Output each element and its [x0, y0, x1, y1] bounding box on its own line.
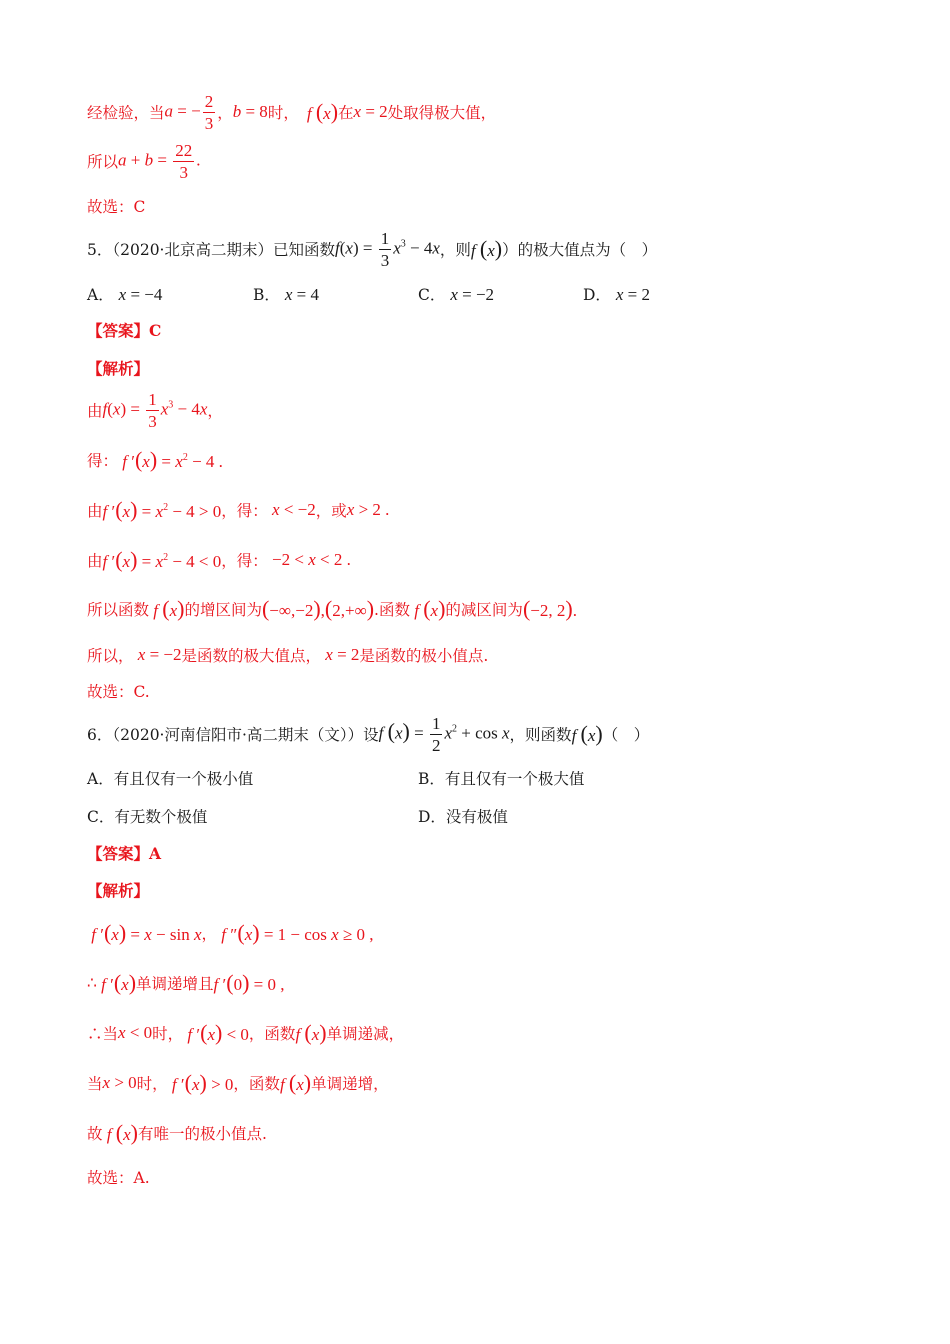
answer-label: 【答案】C: [87, 321, 162, 340]
question-text: （ ）: [602, 726, 650, 744]
step-decreasing: 由 f $'(x) = x^2 - 4 < 0$ ，得： −2 < x < 2 .: [87, 546, 351, 572]
option-b: B． x = 4: [253, 285, 319, 304]
question-5: 5．（2020·北京高二期末）已知函数 f(x) = $\frac{1}{3}$ $x^3 - 4x$ ，则 f (x) ）的极大值点为（ ）: [87, 228, 658, 270]
solution-check-line: 经检验，当 a = − $\frac{2}{3}$ ， b = 8 时， f (x) 在 x = 2 处取得极大值，: [87, 91, 497, 133]
option-c: C． x = −2: [418, 285, 495, 304]
question-text: 6．（2020·河南信阳市·高二期末（文））设: [87, 726, 379, 744]
question-text: ，则函数: [509, 726, 572, 744]
answer-choice-line: 故选：C.: [87, 683, 150, 701]
option-d: D． x = 2: [583, 285, 651, 304]
step-derivative: 得： f $'(x) = x^2 - 4$ .: [87, 446, 223, 472]
step-derivative-origin: 由 f(x) = $\frac{1}{3}$ $x^3 - 4x$ ，: [87, 389, 223, 431]
text-run: 所以: [87, 153, 119, 171]
text-run: 在: [338, 104, 354, 122]
text-run: 时，: [267, 104, 299, 122]
step-extrema: 所以， x = −2 是函数的极大值点， x = 2 是函数的极小值点.: [87, 645, 489, 665]
explanation-label: 【解析】: [87, 881, 150, 900]
step-conclusion: 故 f (x) 有唯一的极小值点.: [87, 1119, 267, 1145]
answer-choice-line: 故选：A.: [87, 1169, 150, 1187]
option-d: D．没有极值: [418, 808, 508, 826]
question-text: ，则: [439, 241, 471, 259]
step-intervals: 所以函数 f (x) 的增区间为 (−∞,−2),(2,+∞) .函数 f (x) 的减区间为 (−2, 2).: [87, 595, 577, 621]
step-positive: 当 x > 0 时， f ′(x) > 0 ，函数 f (x) 单调递增，: [87, 1069, 389, 1095]
question-6: 6．（2020·河南信阳市·高二期末（文））设 f (x) = $\frac{1}{2}$ $x^2 + \cos x$ ，则函数 f (x) （ ）: [87, 713, 650, 755]
step-negative: ∴当 x < 0 时， f ′(x) < 0 ，函数 f (x) 单调递减，: [87, 1019, 405, 1045]
step-monotone: ∴ f ′(x) 单调递增且 f ′(0) = 0 ,: [87, 969, 285, 995]
explanation-label: 【解析】: [87, 359, 150, 378]
answer-choice-line: 故选：C: [87, 198, 146, 216]
step-derivatives: f ′(x) = x − sin x ， f ″(x) = 1 − cos x ≥ 0 ,: [91, 919, 374, 945]
option-a: A．有且仅有一个极小值: [87, 770, 254, 788]
answer-label: 【答案】A: [87, 844, 162, 863]
text-run: ，: [217, 104, 233, 122]
option-b: B．有且仅有一个极大值: [418, 770, 585, 788]
text-run: 处取得极大值，: [387, 104, 497, 122]
step-increasing: 由 f $'(x) = x^2 - 4 > 0$ ，得： x < −2 ，或 x > 2 .: [87, 496, 390, 522]
question-text: ）的极大值点为（ ）: [502, 241, 658, 259]
option-a: A． x = −4: [87, 285, 163, 304]
question-text: 5．（2020·北京高二期末）已知函数: [87, 241, 335, 259]
option-c: C．有无数个极值: [87, 808, 208, 826]
text-run: 经检验，当: [87, 104, 165, 122]
solution-sum-line: 所以 a + b = $\frac{22}{3}$ .: [87, 140, 201, 182]
